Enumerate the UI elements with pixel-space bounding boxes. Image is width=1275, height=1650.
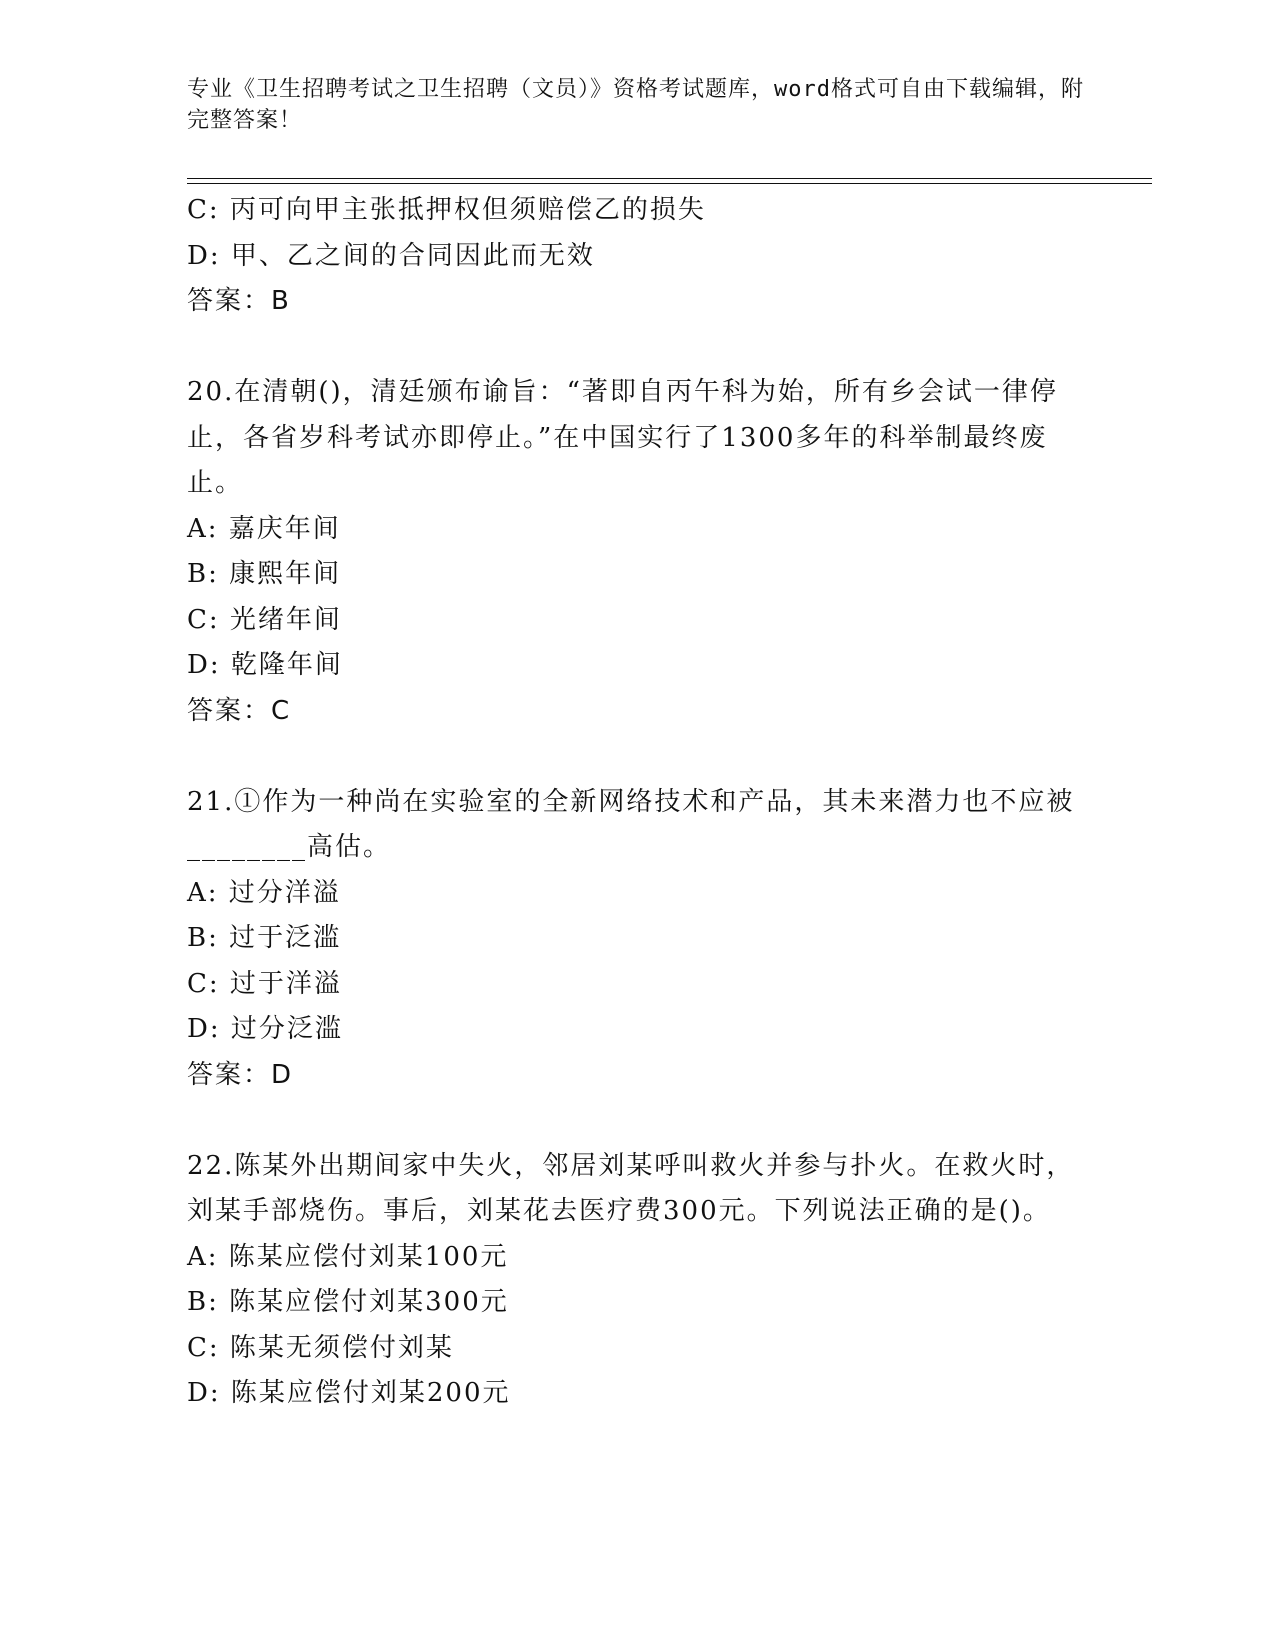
question-20 [187, 370, 1087, 734]
option-d: D: 过分泛滥 [187, 1014, 343, 1044]
option-d: D: 陈某应偿付刘某200元 [187, 1378, 511, 1408]
question-list [187, 188, 1087, 1417]
answer-label: 答案：B [187, 286, 291, 316]
option-c: C: 丙可向甲主张抵押权但须赔偿乙的损失 [187, 195, 706, 225]
option-d: D: 乾隆年间 [187, 650, 343, 680]
header-rule-top [187, 178, 1152, 179]
option-a: A: 过分洋溢 [187, 877, 341, 908]
option-a: A: 嘉庆年间 [187, 513, 341, 544]
option-b: B: 陈某应偿付刘某300元 [187, 1287, 509, 1317]
option-d: D: 甲、乙之间的合同因此而无效 [187, 240, 595, 271]
option-b: B: 过于泛滥 [187, 923, 342, 953]
answer-label: 答案：C [187, 695, 292, 726]
question-text: 20.在清朝()，清廷颁布谕旨：“著即自丙午科为始，所有乡会试一律停止，各省岁科考试亦即停止。”在中国实行了1300多年的科举制最终废止。 [187, 377, 1058, 498]
question-22 [187, 1144, 1087, 1417]
answer-label: 答案：D [187, 1059, 294, 1090]
question-text: 22.陈某外出期间家中失火，邻居刘某呼叫救火并参与扑火。在救火时，刘某手部烧伤。事后，刘某花去医疗费300元。下列说法正确的是()。 [187, 1150, 1075, 1226]
header-rule-bottom [187, 183, 1152, 184]
option-b: B: 康熙年间 [187, 559, 342, 589]
option-c: C: 过于洋溢 [187, 968, 342, 999]
question-21 [187, 780, 1087, 1099]
document-header: 专业《卫生招聘考试之卫生招聘（文员）》资格考试题库，word格式可自由下载编辑，附完整答案！ [187, 77, 1084, 133]
option-c: C: 陈某无须偿付刘某 [187, 1332, 454, 1363]
option-a: A: 陈某应偿付刘某100元 [187, 1241, 509, 1272]
question-19-tail [187, 188, 1087, 325]
question-text: 21.①作为一种尚在实验室的全新网络技术和产品，其未来潜力也不应被________高估。 [187, 786, 1075, 862]
option-c: C: 光绪年间 [187, 604, 342, 635]
